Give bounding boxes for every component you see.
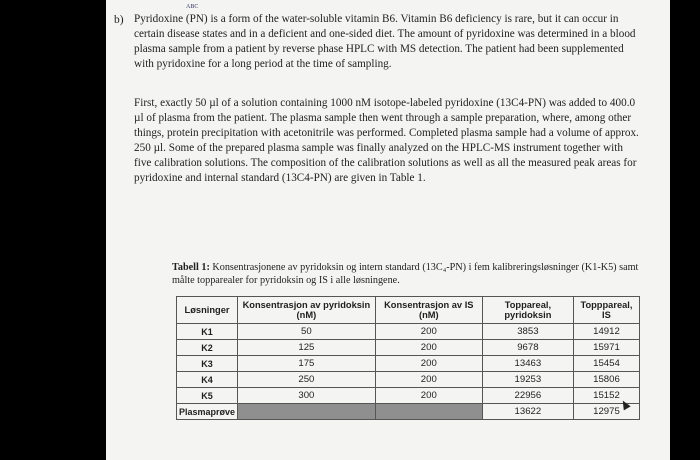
header-cell: Konsentrasjon av IS (nM): [375, 297, 482, 324]
table-cell: 50: [238, 324, 376, 340]
header-cell: Løsninger: [177, 297, 238, 324]
table-cell: 200: [375, 356, 482, 372]
table-row: [177, 324, 640, 340]
table-cell: 14912: [573, 324, 639, 340]
table-cell: K1: [177, 324, 238, 340]
table-cell: 22956: [482, 388, 573, 404]
table-cell: K3: [177, 356, 238, 372]
table-row-plasma: [177, 404, 640, 420]
table-cell: 15152: [573, 388, 639, 404]
table-caption-text: Konsentrasjonene av pyridoksin og intern standard (13C₄-PN) i fem kalibreringsløsninger (K1-K5) samt målte topparealer for pyridoksin og IS i alle løsningene.: [172, 262, 639, 286]
question-label: b): [114, 14, 124, 26]
table-cell: K4: [177, 372, 238, 388]
table-cell-empty: [238, 404, 376, 420]
table-cell: Plasmaprøve: [177, 404, 238, 420]
paragraph-intro: Pyridoxine (PN) is a form of the water-soluble vitamin B6. Vitamin B6 deficiency is rare, but it can occur in certain disease states and in a deficient and one-sided diet. The amount of pyridoxine was determined in a blood plasma sample from a patient by reverse phase HPLC with MS detection. The patient had been supplemented with pyridoxine for a long period at the time of sampling.: [134, 13, 636, 70]
table-cell: 200: [375, 340, 482, 356]
header-cell: Konsentrasjon av pyridoksin (nM): [238, 297, 376, 324]
table-cell: 250: [238, 372, 376, 388]
header-cell: Topparеal, pyridoksin: [482, 297, 573, 324]
table-caption: [172, 262, 642, 287]
table-cell: 200: [375, 388, 482, 404]
table-cell: K5: [177, 388, 238, 404]
table-cell: 200: [375, 372, 482, 388]
table-cell: K2: [177, 340, 238, 356]
table-cell: 200: [375, 324, 482, 340]
table-cell: 12975: [573, 404, 639, 420]
table-cell: 15454: [573, 356, 639, 372]
header-cell: Topppareal, IS: [573, 297, 639, 324]
table-cell: 19253: [482, 372, 573, 388]
document-page: [106, 0, 670, 460]
paragraph-procedure: First, exactly 50 µl of a solution containing 1000 nM isotope-labeled pyridoxine (13C4-PN) was added to 400.0 µl of plasma from the patient. The plasma sample then went through a sample preparation, where, among other things, protein precipitation with acetonitrile was performed. Completed plasma sample had a volume of approx. 250 µl. Some of the prepared plasma sample was finally analyzed on the HPLC-MS instrument together with five calibration solutions. The composition of the calibration solutions as well as all the measured peak areas for pyridoxine and internal standard (13C4-PN) are given in Table 1.: [134, 97, 639, 184]
table-cell: 125: [238, 340, 376, 356]
table-cell-empty: [375, 404, 482, 420]
table-cell: 3853: [482, 324, 573, 340]
table-header-row: [177, 297, 640, 324]
table-cell: 15971: [573, 340, 639, 356]
table-row: [177, 388, 640, 404]
annotation-mark-icon: ABC: [186, 4, 199, 10]
table-row: [177, 372, 640, 388]
table-cell: 13463: [482, 356, 573, 372]
table-cell: 175: [238, 356, 376, 372]
table-cell: 9678: [482, 340, 573, 356]
table-cell: 13622: [482, 404, 573, 420]
table-row: [177, 340, 640, 356]
table-cell: 15806: [573, 372, 639, 388]
table-cell: 300: [238, 388, 376, 404]
table-row: [177, 356, 640, 372]
table-caption-label: Tabell 1:: [172, 262, 210, 273]
calibration-table: [176, 296, 640, 420]
